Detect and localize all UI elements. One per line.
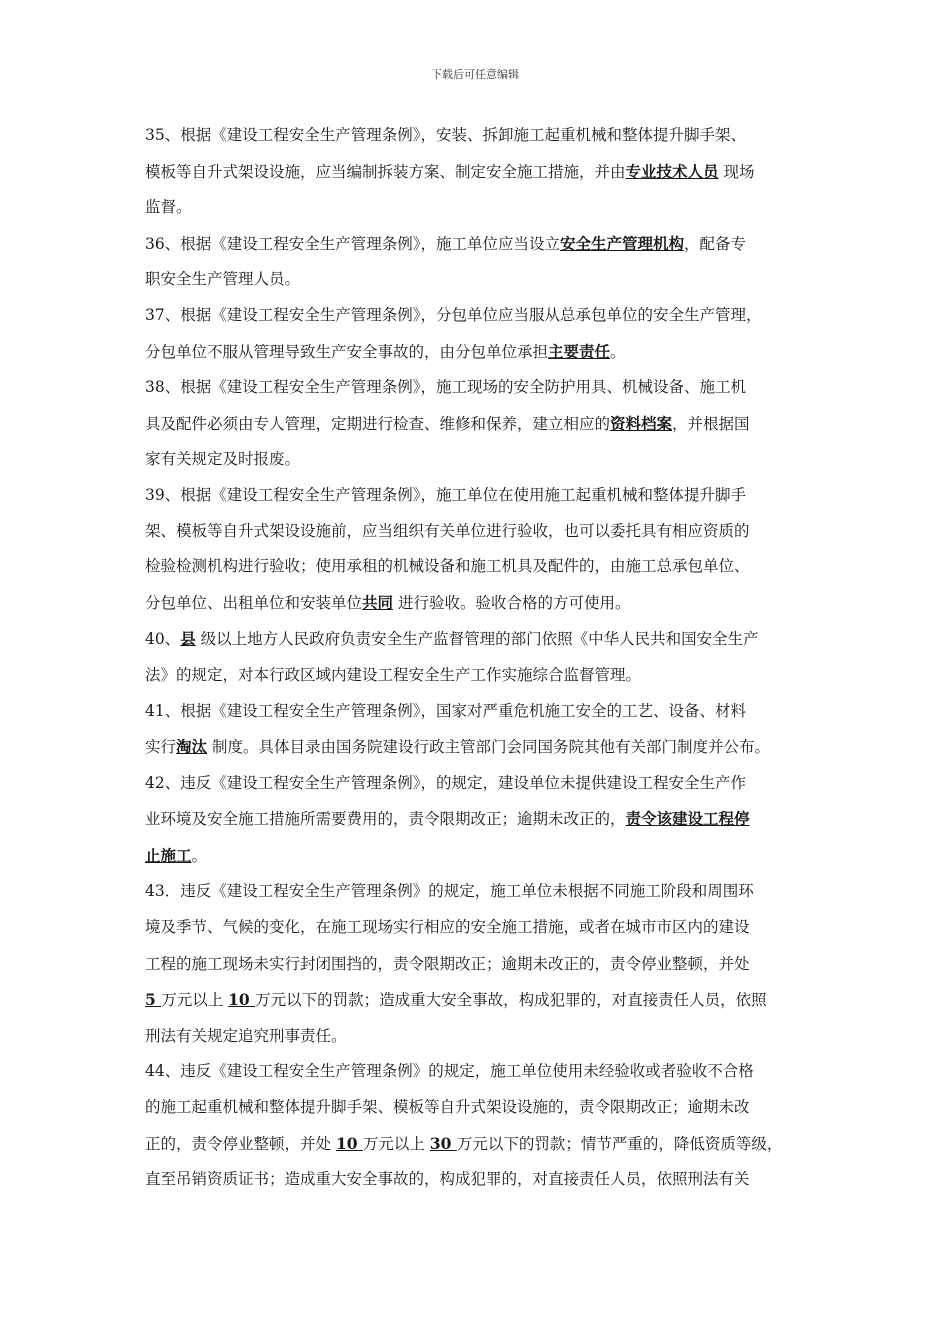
text-line bbox=[145, 585, 810, 622]
text-line bbox=[145, 801, 810, 838]
text-line: 38、根据《建设工程安全生产管理条例》，施工现场的安全防护用具、机械设备、施工机 bbox=[145, 378, 746, 397]
text-line: 直至吊销资质证书；造成重大安全事故的，构成犯罪的，对直接责任人员，依照刑法有关 bbox=[145, 1170, 750, 1189]
text-segment: 具及配件必须由专人管理，定期进行检查、维修和保养，建立相应的 bbox=[145, 414, 611, 433]
text-line: 法》的规定，对本行政区域内建设工程安全生产工作实施综合监督管理。 bbox=[145, 665, 642, 684]
text-segment: 36、根据《建设工程安全生产管理条例》，施工单位应当设立 bbox=[145, 234, 560, 253]
answer-blank: 主要责任 bbox=[548, 341, 611, 361]
answer-blank: 10 bbox=[335, 1133, 363, 1153]
text-line: 境及季节、气候的变化，在施工现场实行相应的安全施工措施，或者在城市市区内的建设 bbox=[145, 918, 750, 937]
text-line: 家有关规定及时报废。 bbox=[145, 450, 301, 469]
text-segment: ，并根据国 bbox=[672, 414, 750, 433]
text-segment: 万元以下的罚款；情节严重的，降低资质等级， bbox=[456, 1134, 783, 1153]
text-line: 42、违反《建设工程安全生产管理条例》，的规定，建设单位未提供建设工程安全生产作 bbox=[145, 773, 746, 792]
question-43 bbox=[145, 874, 810, 1054]
text-line: 监督。 bbox=[145, 198, 192, 217]
answer-blank: 淘汰 bbox=[176, 737, 208, 757]
text-segment: 万元以下的罚款；造成重大安全事故，构成犯罪的，对直接责任人员，依照 bbox=[255, 991, 767, 1010]
answer-blank: 资料档案 bbox=[610, 413, 673, 433]
question-42 bbox=[145, 766, 810, 875]
text-line bbox=[145, 406, 810, 443]
text-segment: 现场 bbox=[718, 162, 755, 181]
text-line bbox=[145, 334, 810, 371]
text-segment: 工程的施工现场未实行封闭围挡的，责令限期改正；逾期未改正的，责令停业整顿，并处 bbox=[145, 954, 750, 973]
text-segment: 。 bbox=[191, 846, 208, 865]
text-line: 43．违反《建设工程安全生产管理条例》的规定，施工单位未根据不同施工阶段和周围环 bbox=[145, 882, 754, 901]
answer-blank: 5 bbox=[145, 990, 162, 1010]
text-line: 39、根据《建设工程安全生产管理条例》，施工单位在使用施工起重机械和整体提升脚手 bbox=[145, 485, 746, 504]
text-segment: 40、 bbox=[145, 630, 181, 649]
text-line bbox=[145, 729, 810, 766]
text-segment: 模板等自升式架设设施，应当编制拆装方案、制定安全施工措施，并由 bbox=[145, 162, 626, 181]
text-segment: ，配备专 bbox=[684, 234, 747, 253]
question-37 bbox=[145, 298, 810, 370]
question-39 bbox=[145, 478, 810, 621]
text-line bbox=[145, 226, 810, 263]
text-line: 37、根据《建设工程安全生产管理条例》，分包单位应当服从总承包单位的安全生产管理， bbox=[145, 305, 762, 324]
page-header: 下载后可任意编辑 bbox=[431, 68, 519, 81]
text-line bbox=[145, 946, 810, 983]
question-44 bbox=[145, 1054, 810, 1197]
document-body bbox=[145, 118, 810, 1198]
question-40 bbox=[145, 621, 810, 693]
text-segment: 实行 bbox=[145, 738, 177, 757]
answer-blank: 安全生产管理机构 bbox=[559, 233, 684, 253]
text-line: 35、根据《建设工程安全生产管理条例》，安装、拆卸施工起重机械和整体提升脚手架、 bbox=[145, 126, 746, 144]
answer-blank: 共同 bbox=[362, 592, 394, 612]
text-line: 刑法有关规定追究刑事责任。 bbox=[145, 1026, 347, 1045]
question-41 bbox=[145, 694, 810, 766]
text-line bbox=[145, 982, 810, 1019]
text-segment: 业环境及安全施工措施所需要费用的，责令限期改正；逾期未改正的， bbox=[145, 810, 626, 829]
text-segment: 万元以上 bbox=[362, 1134, 430, 1153]
text-line: 架、模板等自升式架设设施前，应当组织有关单位进行验收，也可以委托具有相应资质的 bbox=[145, 521, 750, 540]
text-segment: 分包单位、出租单位和安装单位 bbox=[145, 593, 363, 612]
text-line bbox=[145, 621, 810, 658]
answer-blank: 责令该建设工程停 bbox=[625, 809, 750, 829]
question-38 bbox=[145, 370, 810, 478]
text-line: 41、根据《建设工程安全生产管理条例》，国家对严重危机施工安全的工艺、设备、材料 bbox=[145, 701, 746, 720]
answer-blank: 专业技术人员 bbox=[625, 161, 719, 181]
text-segment: 级以上地方人民政府负责安全生产监督管理的部门依照《中华人民共和国安全生产 bbox=[195, 630, 759, 649]
text-segment: 分包单位不服从管理导致生产安全事故的，由分包单位承担 bbox=[145, 342, 549, 361]
question-36 bbox=[145, 226, 810, 298]
text-segment: 正的，责令停业整顿，并处 bbox=[145, 1134, 336, 1153]
text-line: 职安全生产管理人员。 bbox=[145, 270, 301, 289]
text-segment: 。 bbox=[610, 342, 626, 361]
answer-blank: 10 bbox=[228, 990, 256, 1010]
text-segment: 制度。具体目录由国务院建设行政主管部门会同国务院其他有关部门制度并公布。 bbox=[207, 738, 770, 757]
answer-blank: 县 bbox=[180, 629, 196, 649]
text-segment: 万元以上 bbox=[161, 991, 229, 1010]
text-line bbox=[145, 1126, 810, 1163]
answer-blank: 30 bbox=[429, 1133, 457, 1153]
text-line: 的施工起重机械和整体提升脚手架、模板等自升式架设设施的，责令限期改正；逾期未改 bbox=[145, 1098, 750, 1117]
answer-blank: 止施工 bbox=[145, 845, 192, 865]
text-line: 44、违反《建设工程安全生产管理条例》的规定，施工单位使用未经验收或者验收不合格 bbox=[145, 1062, 754, 1081]
text-line bbox=[145, 838, 810, 875]
text-segment: 进行验收。验收合格的方可使用。 bbox=[393, 593, 631, 612]
text-line: 检验检测机构进行验收；使用承租的机械设备和施工机具及配件的，由施工总承包单位、 bbox=[145, 557, 750, 576]
text-line bbox=[145, 154, 810, 191]
question-35 bbox=[145, 118, 810, 226]
